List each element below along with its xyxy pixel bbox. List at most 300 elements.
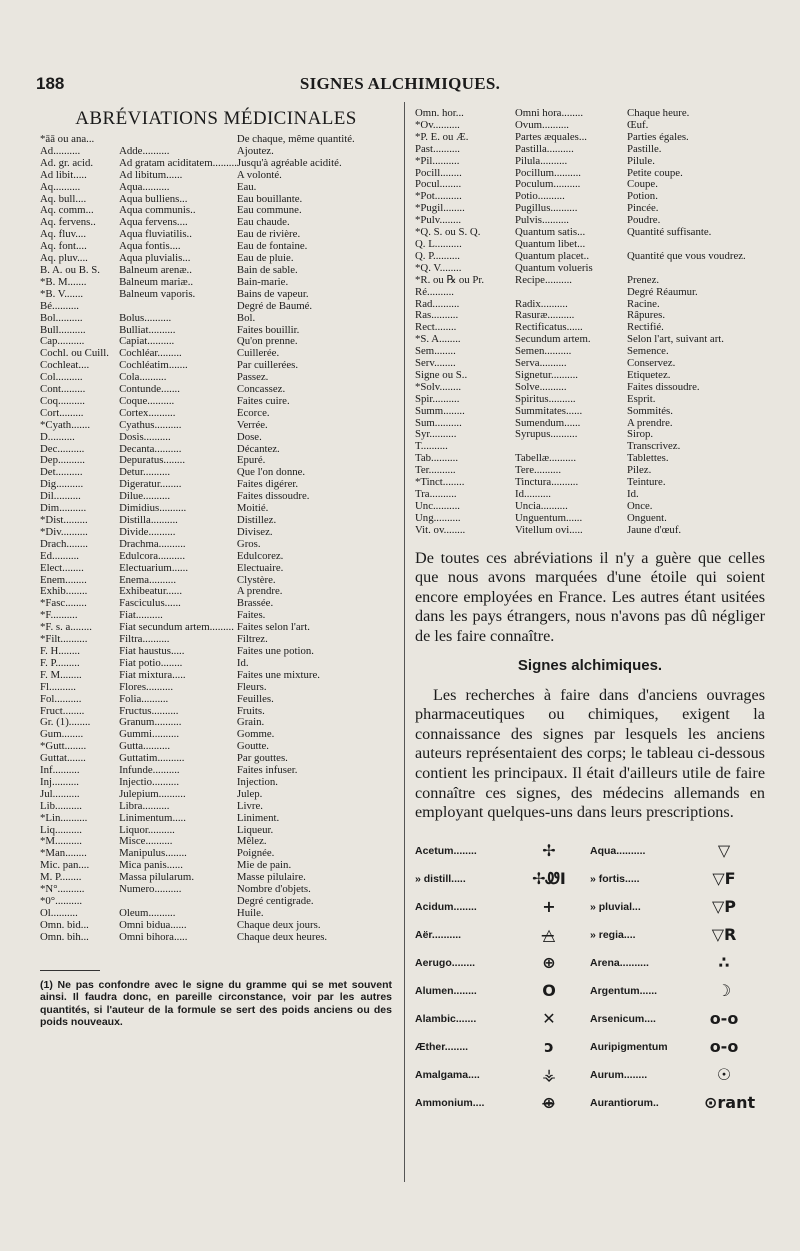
alchemical-symbol-icon: + [542,897,556,917]
abbreviation: *Man........ [40,848,87,860]
abbreviation-row [415,239,765,251]
abbreviation: Ré.......... [415,286,454,298]
french-meaning: Degré Réaumur. [627,286,698,298]
abbreviation-row [40,170,392,182]
french-meaning: Faites infuser. [236,765,298,777]
latin-term: Pilula.......... [515,155,568,167]
abbreviation: Mic. pan.... [40,860,90,872]
french-meaning: Passez. [236,372,269,384]
sign-entry [590,865,765,893]
latin-term: Fiat potio........ [119,657,183,669]
abbreviation: D.......... [40,431,75,443]
abbreviation: Aq. comm... [40,205,94,217]
abbreviation-row [40,920,392,932]
paragraph-abbreviations-note: De toutes ces abréviations il n'y a guère que celles que nous avons marquées d'une étoile qui soient encore employées en France. Les autres étant usitées dans les pays étrangers, nous n'avons pas dû négliger de les faire connaître. [415,548,765,645]
latin-term: Unguentum...... [515,512,583,524]
latin-term: Fructus.......... [119,705,179,717]
latin-term: Id.......... [515,489,551,500]
abbreviation: *Pil.......... [415,155,460,167]
french-meaning: Eau de fontaine. [236,241,308,253]
abbreviation-row [415,525,765,537]
latin-term: Bolus.......... [119,312,172,324]
abbreviation: Bull.......... [40,324,86,336]
french-meaning: Chaque deux heures. [236,931,328,943]
latin-term: Fiat mixtura..... [119,669,186,681]
french-meaning: Eau commune. [236,205,302,217]
abbreviation: *M.......... [40,836,82,848]
sign-entry [415,1005,590,1033]
abbreviation: *P. E. ou Æ. [415,131,469,143]
alchemical-symbol-icon: ▽R [711,925,737,945]
latin-term: Filtra.......... [119,634,170,646]
abbreviation-row [415,358,765,370]
abbreviation: Summ........ [415,405,465,417]
section-title: ABRÉVIATIONS MÉDICINALES [75,108,357,129]
sign-entry [415,893,590,921]
french-meaning: Masse pilulaire. [236,872,306,884]
abbreviation: Sem........ [415,346,456,358]
latin-term: Fiat secundum artem......... [119,622,234,634]
abbreviation-row [40,205,392,217]
latin-term [119,134,237,146]
alchemical-symbol-icon: O [542,981,556,1001]
abbreviation-row [40,694,392,706]
abbreviation-row [40,348,392,360]
sign-label: Amalgama.... [415,1068,480,1081]
abbreviation: Det.......... [40,467,83,479]
french-meaning: Eau bouillante. [236,193,303,205]
french-meaning: Rectifié. [627,322,664,334]
latin-term: Cochléatim....... [119,360,188,372]
abbreviation: Jul.......... [40,788,80,800]
french-meaning: Injection. [236,776,278,788]
abbreviation-row [40,134,392,146]
sign-entry [590,1033,765,1061]
french-meaning: Pilez. [627,465,652,477]
latin-term: Exhibeatur...... [119,586,183,598]
sign-label: » distill..... [415,872,466,885]
abbreviation-row [40,301,392,313]
latin-term: Pugillus.......... [515,203,578,215]
abbreviation: *B. V....... [40,288,84,300]
latin-term: Bulliat.......... [119,324,176,336]
abbreviation: *F.......... [40,610,78,622]
sign-label: Alambic....... [415,1012,477,1025]
sign-entry [590,893,765,921]
french-meaning: A volonté. [236,169,282,181]
french-meaning: Potion. [627,191,658,203]
alchemical-symbol-icon: ✢ᏪI [532,868,566,888]
latin-term: Injectio.......... [119,776,180,788]
abbreviation: *Lin.......... [40,812,88,824]
sign-label: Aurantiorum.. [590,1096,659,1109]
french-meaning: Huile. [236,907,264,919]
latin-term: Edulcora.......... [119,550,186,562]
alchemical-symbol-icon: ⚶ [542,1065,556,1085]
latin-term: Electuarium...... [119,562,189,574]
abbreviation: Cont......... [40,384,86,396]
french-meaning: Fruits. [236,705,265,717]
abbreviation-row [40,241,392,253]
latin-term: Distilla.......... [119,515,178,526]
french-meaning: Julep. [236,788,263,800]
abbreviation: Vit. ov........ [415,524,466,536]
abbreviation-row [40,158,392,170]
french-meaning [627,239,765,251]
french-meaning: Semence. [627,346,669,358]
abbreviation-row [415,251,765,263]
abbreviation-row [40,503,392,515]
latin-term: Libra.......... [119,800,170,812]
abbreviation: Ung.......... [415,512,461,524]
latin-term: Digeratur........ [119,479,182,491]
abbreviation-row [40,551,392,563]
abbreviation: *Gutt........ [40,741,87,753]
french-meaning: A prendre. [236,586,283,598]
latin-term: Vitellum ovi..... [515,524,583,536]
french-meaning: Liniment. [236,812,280,824]
abbreviation: Aq. fervens.. [40,217,96,229]
abbreviation: Omn. bih... [40,931,89,943]
french-meaning: Id. [627,489,639,500]
abbreviation-row [40,336,392,348]
abbreviation-row [40,884,392,896]
french-meaning: Pastille. [627,143,662,155]
alchemical-symbol-icon: o-o [709,1009,739,1029]
french-meaning: Bains de vapeur. [236,288,309,300]
french-meaning: Chaque heure. [627,108,690,119]
latin-term: Quantum placet.. [515,250,590,262]
abbreviation-row [40,265,392,277]
abbreviation: Cort......... [40,407,84,419]
abbreviation: Q. P.......... [415,250,460,262]
french-meaning: Degré centigrade. [236,896,314,907]
abbreviation: F. P......... [40,657,80,669]
abbreviation: *S. A........ [415,334,461,346]
abbreviation: Aq. bull.... [40,193,87,205]
sign-entry [590,1089,765,1117]
abbreviation-row [40,932,392,944]
abbreviation: Aq. fluv.... [40,229,87,241]
abbreviation: Liq.......... [40,824,82,836]
latin-term: Fiat.......... [119,610,163,622]
french-meaning: Que l'on donne. [236,467,306,479]
french-meaning: Moitié. [236,503,269,515]
latin-term: Serva.......... [515,358,567,370]
abbreviation-row [40,229,392,241]
latin-term: Linimentum..... [119,812,186,824]
latin-term: Capiat.......... [119,336,175,348]
latin-term: Numero.......... [119,884,182,896]
latin-term: Granum.......... [119,717,182,729]
abbreviation-row [40,765,392,777]
latin-term: Semen.......... [515,346,572,358]
right-column [415,108,765,1117]
abbreviation: *Q. V........ [415,262,462,274]
latin-term: Quantum libet... [515,238,586,250]
sign-label: Arena.......... [590,956,649,969]
french-meaning: Sommités. [627,405,673,417]
page-number: 188 [36,74,65,93]
alchemical-symbol-icon: ↄ [544,1037,554,1057]
french-meaning: Écorce. [236,407,270,419]
french-meaning: Clystère. [236,574,276,586]
french-meaning: Faites dissoudre. [627,381,700,393]
sign-label: Ammonium.... [415,1096,485,1109]
latin-term: Divide.......... [119,526,176,538]
latin-term: Cochléar......... [119,348,182,360]
french-meaning: Mie de pain. [236,860,292,872]
abbreviation: Inf.......... [40,765,80,777]
french-meaning: Pincée. [627,203,659,215]
abbreviation: Dil.......... [40,491,81,503]
abbreviation: Ol.......... [40,907,78,919]
abbreviation: *F. s. a........ [40,622,92,634]
abbreviation-row [415,227,765,239]
french-meaning: De chaque, même quantité. [236,134,355,145]
french-meaning: Faites cuire. [236,395,290,407]
abbreviation-row [40,515,392,527]
french-meaning: Faites une mixture. [236,669,320,681]
french-meaning: Bol. [236,312,256,324]
abbreviation: Enem........ [40,574,87,586]
french-meaning: Faites digérer. [236,479,299,491]
sign-label: Arsenicum.... [590,1012,656,1025]
abbreviation-row [40,848,392,860]
abbreviation-row [40,194,392,206]
alchemical-symbol-icon: o-o [709,1037,739,1057]
french-meaning: Concassez. [236,384,286,396]
french-meaning: Brassée. [236,598,274,610]
abbreviation: B. A. ou B. S. [40,264,100,276]
abbreviation-row [415,120,765,132]
abbreviation: Signe ou S.. [415,369,468,381]
latin-term: Partes æquales... [515,131,587,143]
abbreviations-table-left [40,134,392,944]
abbreviation: Col.......... [40,372,83,384]
sign-entry [590,949,765,977]
left-column [40,108,392,1029]
abbreviation: Inj.......... [40,776,79,788]
latin-term: Omni bihora..... [119,931,188,943]
abbreviations-table-right [415,108,765,537]
french-meaning: Jaune d'œuf. [627,524,682,536]
abbreviation-row [40,432,392,444]
latin-term: Cola.......... [119,372,167,384]
abbreviation: Guttat....... [40,753,86,765]
abbreviation-row [40,836,392,848]
latin-term: Gutta.......... [119,741,171,753]
latin-term: Coque.......... [119,395,175,407]
sign-label: Argentum...... [590,984,658,997]
latin-term: Potio.......... [515,191,565,203]
abbreviation-row [40,408,392,420]
latin-term: Omni hora........ [515,108,584,119]
alchemical-symbol-icon: ▽F [712,869,736,889]
abbreviation: Omn. hor... [415,108,464,119]
latin-term: Aqua fervens.... [119,217,188,229]
french-meaning: Gomme. [236,729,275,741]
french-meaning: Qu'on prenne. [236,336,298,348]
latin-term: Massa pilularum. [119,872,195,884]
alchemical-symbol-icon: ▽P [711,897,737,917]
sign-entry [590,1061,765,1089]
french-meaning: Chaque deux jours. [236,919,321,931]
abbreviation: *N°.......... [40,884,85,896]
abbreviation-row [40,801,392,813]
abbreviation: Gum........ [40,729,84,741]
abbreviation-row [40,777,392,789]
sign-label: » pluvial... [590,900,641,913]
abbreviation: *Q. S. ou S. Q. [415,227,481,239]
abbreviation-row [415,418,765,430]
abbreviation: *Pot.......... [415,191,462,203]
french-meaning: Bain de sable. [236,264,298,276]
abbreviation-row [415,287,765,299]
french-meaning: Gros. [236,538,261,550]
sign-label: » fortis..... [590,872,640,885]
abbreviation-row [40,741,392,753]
abbreviation: Ter.......... [415,465,456,477]
abbreviation: Fl.......... [40,681,76,693]
abbreviation-row [415,299,765,311]
abbreviation: Past.......... [415,143,460,155]
latin-term: Cortex.......... [119,407,176,419]
french-meaning: Eau de rivière. [236,229,301,241]
abbreviation: Bol.......... [40,312,83,324]
alchemical-symbol-icon: ✢ [542,841,556,861]
alchemical-symbol-icon: ☉ [716,1065,732,1085]
french-meaning: Jusqu'à agréable acidité. [236,157,342,169]
column-divider [404,102,405,1182]
french-meaning: Mêlez. [236,836,267,848]
sign-label: Auripigmentum [590,1040,668,1053]
french-meaning: Epuré. [236,455,266,467]
sign-entry [415,921,590,949]
latin-term: Gummi.......... [119,729,180,741]
french-meaning: Goutte. [236,741,269,753]
abbreviation: *Dist......... [40,515,88,526]
latin-term [515,287,627,299]
abbreviation: Q. L.......... [415,238,462,250]
abbreviation-row [415,489,765,501]
sign-label: Aurum........ [590,1068,648,1081]
french-meaning: Tablettes. [627,453,669,465]
abbreviation: Exhib........ [40,586,88,598]
abbreviation-row [415,275,765,287]
abbreviation-row [40,860,392,872]
abbreviation-row [40,527,392,539]
abbreviation: Drach........ [40,538,88,550]
abbreviation: Rad.......... [415,298,460,310]
abbreviation-row [40,670,392,682]
abbreviation-row [415,406,765,418]
abbreviation-row [415,346,765,358]
abbreviation-row [40,872,392,884]
abbreviation-row [40,658,392,670]
latin-term: Signetur.......... [515,369,578,381]
french-meaning: Faites selon l'art. [236,622,310,634]
french-meaning: Pilule. [627,155,655,167]
abbreviation-row [40,253,392,265]
abbreviation-row [40,396,392,408]
abbreviation: Aq.......... [40,181,81,193]
latin-term: Aqua.......... [119,181,170,193]
latin-term: Adde.......... [119,145,170,157]
abbreviation: Pocul........ [415,179,462,191]
abbreviation-row [415,132,765,144]
abbreviation-row [40,813,392,825]
abbreviation: Ad. gr. acid. [40,157,94,169]
abbreviation: Ad libit..... [40,169,87,181]
latin-term: Aqua fontis.... [119,241,181,253]
french-meaning: Par gouttes. [236,753,288,765]
french-meaning [627,263,765,275]
alchemical-symbol-icon: ☽ [716,981,732,1001]
latin-term: Summitates...... [515,405,583,417]
abbreviation: *Tinct........ [415,477,465,489]
page-header [36,74,764,98]
latin-term: Guttatim.......... [119,753,185,765]
abbreviation: *0°.......... [40,896,83,907]
abbreviation-row [40,586,392,598]
abbreviation-row [40,563,392,575]
abbreviation-row [40,634,392,646]
alchemical-symbol-icon: △̶ [542,925,556,945]
abbreviation-row [40,896,392,908]
abbreviation-row [415,477,765,489]
alchemical-symbol-icon: ⊕̶ [542,1093,556,1113]
french-meaning: Transcrivez. [627,441,681,453]
french-meaning: Faites. [236,610,266,622]
latin-term: Balneum vaporis. [119,288,196,300]
abbreviation: Bé.......... [40,300,79,312]
french-meaning: Livre. [236,800,263,812]
abbreviation-row [415,441,765,453]
latin-term: Rasuræ.......... [515,310,575,322]
french-meaning: Id. [236,657,249,669]
abbreviation: Dim.......... [40,503,87,515]
abbreviation-row [40,610,392,622]
french-meaning: Eau. [236,181,257,193]
latin-term: Cyathus.......... [119,419,182,431]
latin-term: Fasciculus...... [119,598,181,610]
latin-term: Balneum mariæ.. [119,276,194,288]
abbreviation-row [40,313,392,325]
sign-entry [415,949,590,977]
french-meaning: Parties égales. [627,131,689,143]
french-meaning: Poignée. [236,848,275,860]
abbreviation-row [415,394,765,406]
footnote-rule [40,970,100,971]
french-meaning: Feuilles. [236,693,274,705]
french-meaning: Fleurs. [236,681,267,693]
french-meaning: Degré de Baumé. [236,300,313,312]
latin-term: Oleum.......... [119,907,176,919]
abbreviation: F. H........ [40,645,80,657]
abbreviation: *Ov.......... [415,119,460,131]
french-meaning: Nombre d'objets. [236,884,311,896]
abbreviation: Coq.......... [40,395,85,407]
abbreviation: *āā ou ana... [40,134,95,145]
abbreviation-row [40,646,392,658]
alchemical-symbol-icon: ✕ [542,1009,556,1029]
latin-term: Flores.......... [119,681,174,693]
abbreviation-row [40,289,392,301]
abbreviation-row [40,908,392,920]
latin-term: Recipe.......... [515,274,572,286]
latin-term: Ad gratam aciditatem......... [119,157,237,169]
